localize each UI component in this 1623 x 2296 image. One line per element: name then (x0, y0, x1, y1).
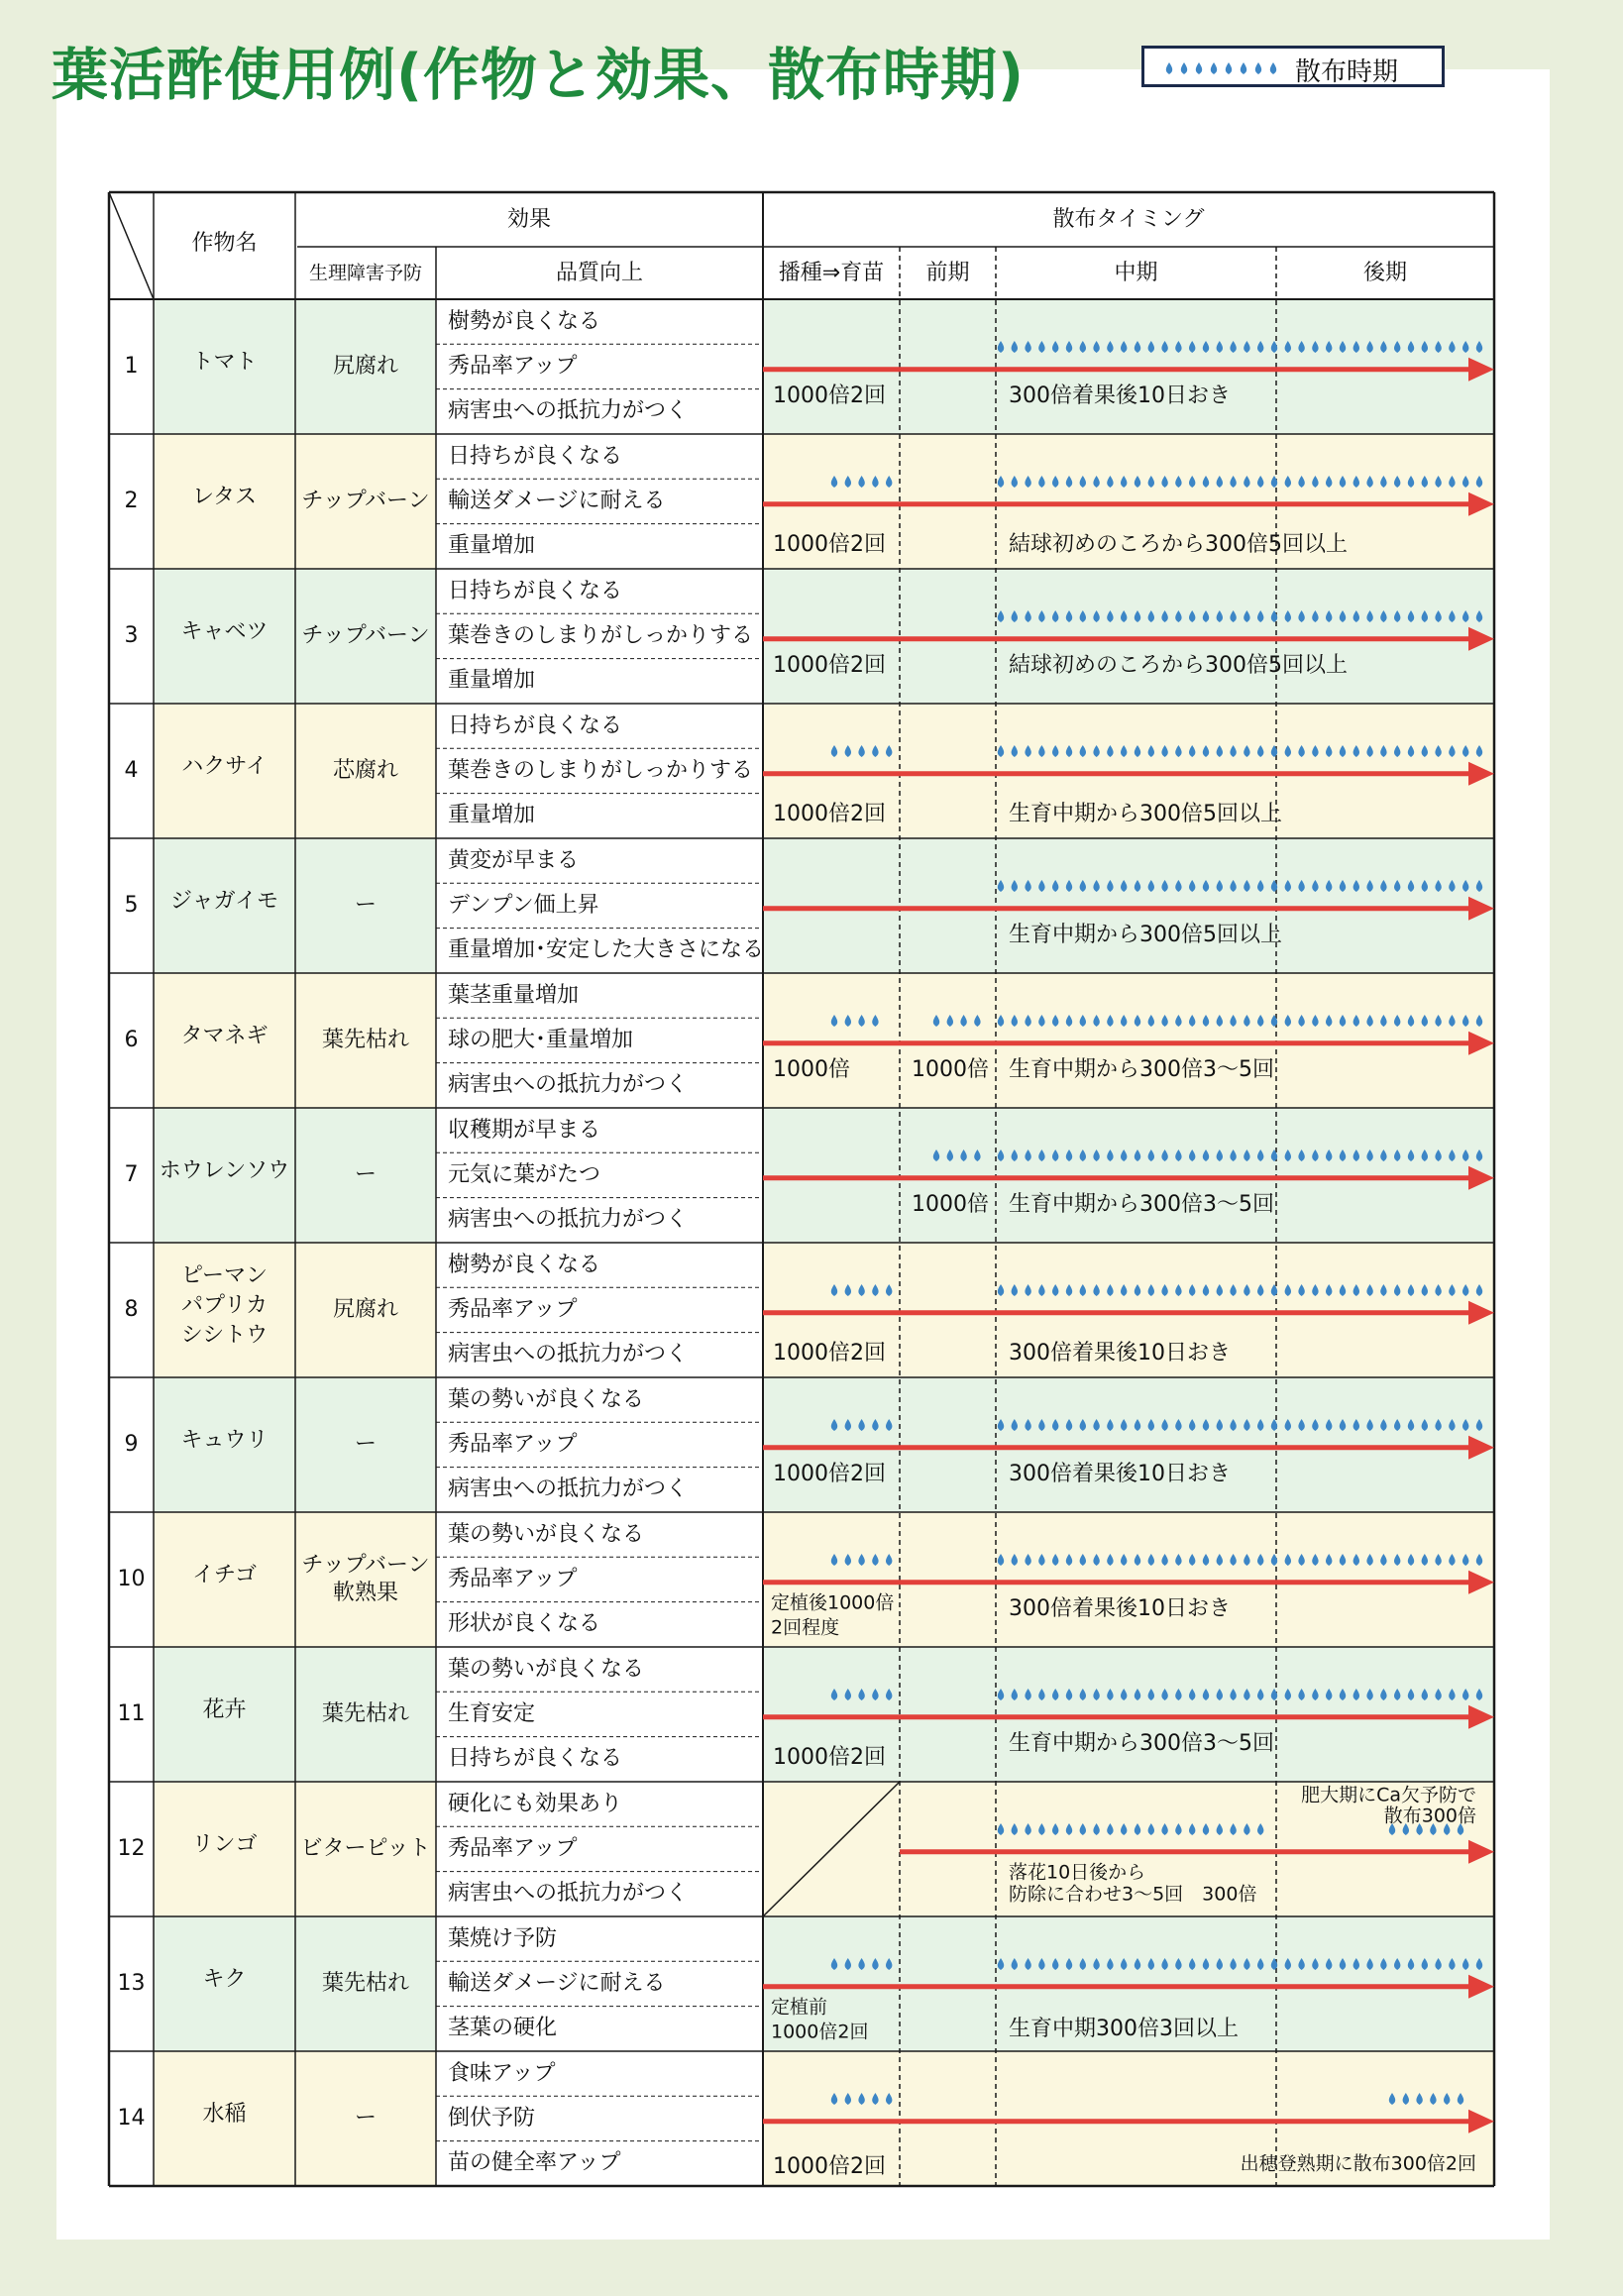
disorder-prevention: 尻腐れ (332, 353, 399, 379)
disorder-prevention: 葉先枯れ (321, 1700, 410, 1726)
crop-name: キク (202, 1966, 247, 1992)
timing-note: 1000倍2回 (773, 801, 886, 826)
quality-effect: 病害虫への抵抗力がつく (448, 1342, 689, 1367)
timing-note: 出穂登熟期に散布300倍2回 (1240, 2152, 1476, 2175)
timing-note: 1000倍 (912, 1056, 989, 1082)
quality-effect: 秀品率アップ (448, 1835, 578, 1861)
page-title: 葉活酢使用例(作物と効果、散布時期) (52, 43, 1026, 108)
timing-note: 定植後1000倍 (771, 1592, 895, 1615)
timing-note: 結球初めのころから300倍5回以上 (1009, 652, 1348, 678)
quality-effect: 葉茎重量増加 (448, 982, 580, 1008)
timing-note: 300倍着果後10日おき (1009, 1595, 1231, 1621)
quality-effect: 黄変が早まる (448, 847, 580, 873)
header-crop: 作物名 (191, 230, 258, 256)
quality-effect: 苗の健全率アップ (448, 2150, 621, 2176)
timing-note: 300倍着果後10日おき (1009, 383, 1231, 408)
crop-name: ジャガイモ (170, 888, 278, 914)
timing-note: 300倍着果後10日おき (1009, 1461, 1231, 1486)
row-background (763, 299, 1494, 434)
quality-effect: 葉の勢いが良くなる (448, 1521, 645, 1547)
quality-effect: 樹勢が良くなる (448, 1252, 601, 1277)
disorder-prevention: チップバーン (301, 1552, 430, 1578)
quality-effect: 収穫期が早まる (448, 1117, 601, 1143)
quality-effect: 生育安定 (448, 1700, 536, 1726)
row-background (763, 1512, 1494, 1647)
quality-effect: 葉焼け予防 (448, 1925, 558, 1951)
timing-note: 1000倍2回 (773, 383, 886, 408)
timing-note: 1000倍2回 (773, 652, 886, 678)
crop-name: ピーマン (180, 1262, 269, 1288)
quality-effect: 秀品率アップ (448, 353, 578, 379)
quality-effect: 葉巻きのしまりがしっかりする (448, 622, 754, 648)
timing-note: 生育中期から300倍3～5回 (1009, 1056, 1274, 1082)
disorder-prevention: チップバーン (301, 488, 430, 513)
crop-name: タマネギ (180, 1023, 269, 1048)
header-effect: 効果 (506, 206, 552, 232)
quality-effect: 輸送ダメージに耐える (448, 488, 666, 513)
timing-note: 1000倍2回 (773, 1340, 886, 1366)
row-background (763, 569, 1494, 704)
quality-effect: 重量増加･安定した大きさになる (448, 937, 765, 963)
timing-note: 結球初めのころから300倍5回以上 (1009, 531, 1348, 557)
crop-name: シシトウ (180, 1322, 269, 1348)
timing-note: 肥大期にCa欠予防で (1301, 1784, 1476, 1806)
header-stage: 播種⇒育苗 (778, 260, 885, 285)
disorder-prevention: ー (354, 1431, 378, 1457)
quality-effect: 病害虫への抵抗力がつく (448, 1207, 689, 1233)
crop-name: キャベツ (180, 618, 269, 644)
disorder-prevention: 芯腐れ (332, 757, 399, 783)
disorder-prevention: 葉先枯れ (321, 1970, 410, 1996)
quality-effect: 重量増加 (448, 533, 536, 559)
row-background (763, 838, 1494, 973)
quality-effect: デンプン価上昇 (448, 892, 599, 918)
header-stage: 中期 (1114, 260, 1158, 285)
quality-effect: 日持ちが良くなる (448, 443, 623, 469)
header-quality: 品質向上 (555, 260, 644, 285)
crop-name: パプリカ (181, 1292, 268, 1318)
header-diagonal (109, 192, 154, 299)
disorder-prevention: チップバーン (301, 622, 430, 648)
disorder-prevention: 葉先枯れ (321, 1027, 410, 1052)
timing-note: 1000倍 (912, 1191, 989, 1217)
quality-effect: 日持ちが良くなる (448, 578, 623, 603)
timing-note: 生育中期から300倍3～5回 (1009, 1191, 1274, 1217)
quality-effect: 日持ちが良くなる (448, 1746, 623, 1772)
header-timing: 散布タイミング (1052, 206, 1205, 232)
crop-name: リンゴ (191, 1831, 258, 1857)
row-number: 12 (117, 1835, 146, 1861)
timing-note: 1000倍 (773, 1056, 850, 1082)
timing-note: 1000倍2回 (773, 2153, 886, 2179)
quality-effect: 秀品率アップ (448, 1296, 578, 1322)
disorder-prevention: ー (354, 2105, 378, 2131)
quality-effect: 重量増加 (448, 668, 536, 694)
timing-note: 散布300倍 (1383, 1804, 1476, 1827)
timing-note: 生育中期から300倍5回以上 (1009, 922, 1282, 947)
disorder-prevention: 尻腐れ (332, 1296, 399, 1322)
row-number: 10 (117, 1566, 146, 1591)
row-background (763, 1108, 1494, 1243)
header-stage: 前期 (925, 260, 970, 285)
quality-effect: 病害虫への抵抗力がつく (448, 1476, 689, 1502)
crop-name: イチゴ (191, 1562, 258, 1587)
quality-effect: 病害虫への抵抗力がつく (448, 1072, 689, 1098)
row-number: 6 (124, 1027, 139, 1052)
timing-note: 1000倍2回 (773, 531, 886, 557)
quality-effect: 茎葉の硬化 (448, 2016, 558, 2041)
crop-name: 水稲 (202, 2101, 247, 2127)
row-number: 1 (124, 353, 139, 379)
quality-effect: 葉巻きのしまりがしっかりする (448, 757, 754, 783)
timing-note: 生育中期から300倍5回以上 (1009, 801, 1282, 826)
crop-name: レタス (191, 484, 258, 509)
quality-effect: 日持ちが良くなる (448, 712, 623, 738)
header-stage: 後期 (1362, 260, 1408, 285)
row-number: 14 (117, 2105, 146, 2131)
disorder-prevention: ー (354, 1161, 378, 1187)
row-number: 3 (124, 622, 139, 648)
row-number: 8 (124, 1296, 139, 1322)
disorder-prevention: ビターピット (300, 1835, 431, 1861)
quality-effect: 樹勢が良くなる (448, 308, 601, 334)
header-disorder: 生理障害予防 (308, 262, 423, 284)
quality-effect: 食味アップ (448, 2060, 556, 2086)
legend-label: 散布時期 (1295, 57, 1399, 87)
row-number: 13 (117, 1970, 146, 1996)
quality-effect: 倒伏予防 (448, 2105, 536, 2131)
row-background (763, 1377, 1494, 1512)
crop-name: ハクサイ (181, 753, 268, 779)
row-number: 11 (117, 1700, 146, 1726)
quality-effect: 重量増加 (448, 803, 536, 828)
disorder-prevention: 軟熟果 (332, 1580, 399, 1605)
crop-name: ホウレンソウ (159, 1157, 290, 1183)
row-number: 9 (124, 1431, 139, 1457)
timing-note: 生育中期から300倍3～5回 (1009, 1730, 1274, 1756)
crop-name: キュウリ (180, 1427, 269, 1453)
timing-note: 防除に合わせ3～5回 300倍 (1009, 1883, 1257, 1906)
quality-effect: 元気に葉がたつ (448, 1161, 601, 1187)
disorder-prevention: ー (354, 892, 378, 918)
quality-effect: 秀品率アップ (448, 1431, 578, 1457)
row-number: 2 (124, 488, 139, 513)
timing-note: 1000倍2回 (771, 2021, 869, 2043)
timing-note: 生育中期300倍3回以上 (1009, 2017, 1239, 2042)
timing-note: 1000倍2回 (773, 1461, 886, 1486)
row-number: 7 (124, 1161, 139, 1187)
quality-effect: 病害虫への抵抗力がつく (448, 1881, 689, 1907)
crop-name: 花卉 (202, 1696, 247, 1722)
quality-effect: 葉の勢いが良くなる (448, 1386, 645, 1412)
timing-note: 1000倍2回 (773, 1744, 886, 1770)
crop-name: トマト (191, 349, 258, 375)
quality-effect: 形状が良くなる (448, 1611, 601, 1637)
timing-note: 落花10日後から (1009, 1862, 1146, 1885)
timing-note: 300倍着果後10日おき (1009, 1340, 1231, 1366)
quality-effect: 秀品率アップ (448, 1566, 578, 1591)
timing-note: 2回程度 (771, 1616, 840, 1639)
quality-effect: 硬化にも効果あり (448, 1791, 623, 1816)
quality-effect: 病害虫への抵抗力がつく (448, 398, 689, 424)
quality-effect: 葉の勢いが良くなる (448, 1656, 645, 1682)
row-background (763, 973, 1494, 1108)
row-number: 5 (124, 892, 139, 918)
timing-note: 定植前 (771, 1997, 828, 2020)
row-number: 4 (124, 757, 139, 783)
quality-effect: 球の肥大･重量増加 (448, 1027, 634, 1052)
quality-effect: 輸送ダメージに耐える (448, 1970, 666, 1996)
